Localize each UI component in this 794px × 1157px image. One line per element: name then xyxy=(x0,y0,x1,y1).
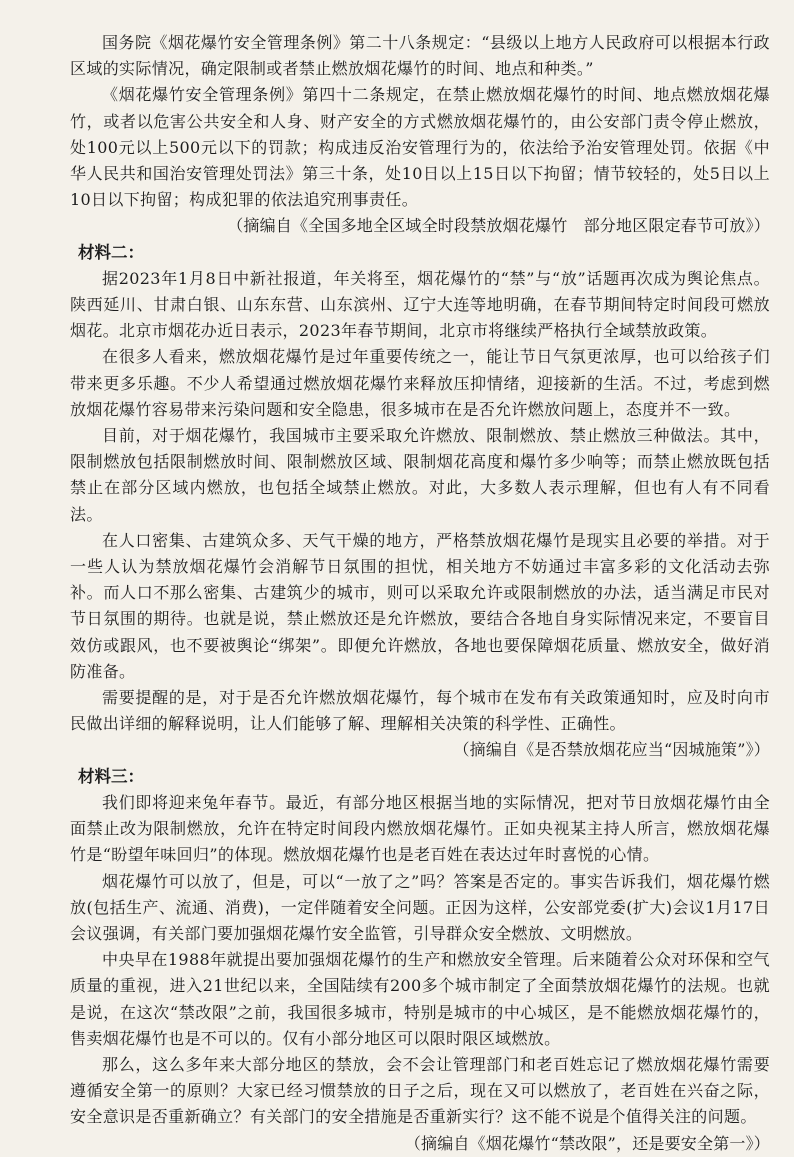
paragraph: 我们即将迎来兔年春节。最近，有部分地区根据当地的实际情况，把对节日放烟花爆竹由全面禁止改为限制燃放，允许在特定时间段内燃放烟花爆竹。正如央视某主持人所言，燃放烟花爆竹是“盼望年味回归”的体现。燃放烟花爆竹也是老百姓在表达过年时喜悦的心情。 xyxy=(70,792,770,865)
material-three-section xyxy=(70,764,770,1157)
source-citation: （摘编自《全国多地全区域全时段禁放烟花爆竹 部分地区限定春节可放》） xyxy=(227,216,770,236)
section-heading: 材料三： xyxy=(78,766,144,786)
paragraph: 《烟花爆竹安全管理条例》第四十二条规定，在禁止燃放烟花爆竹的时间、地点燃放烟花爆竹，或者以危害公共安全和人身、财产安全的方式燃放烟花爆竹的，由公安部门责令停止燃放，处100元以上500元以下的罚款；构成违反治安管理行为的，依法给予治安管理处罚。依据《中华人民共和国治安管理处罚法》第三十条，处10日以上15日以下拘留；情节较轻的，处5日以上10日以下拘留；构成犯罪的依法追究刑事责任。 xyxy=(70,85,770,210)
paragraph: 在很多人看来，燃放烟花爆竹是过年重要传统之一，能让节日气氛更浓厚，也可以给孩子们带来更多乐趣。不少人希望通过燃放烟花爆竹来释放压抑情绪，迎接新的生活。不过，考虑到燃放烟花爆竹容易带来污染问题和安全隐患，很多城市在是否允许燃放问题上，态度并不一致。 xyxy=(70,347,770,419)
material-two-section xyxy=(70,240,770,764)
source-citation: （摘编自《烟花爆竹“禁改限”，还是要安全第一》） xyxy=(404,1133,770,1153)
paragraph: 国务院《烟花爆竹安全管理条例》第二十八条规定：“县级以上地方人民政府可以根据本行政区域的实际情况，确定限制或者禁止燃放烟花爆竹的时间、地点和种类。” xyxy=(70,33,770,79)
section-heading: 材料二： xyxy=(78,242,144,262)
paragraph: 据2023年1月8日中新社报道，年关将至，烟花爆竹的“禁”与“放”话题再次成为舆论焦点。陕西延川、甘肃白银、山东东营、山东滨州、辽宁大连等地明确，在春节期间特定时间段可燃放烟花。北京市烟花办近日表示，2023年春节期间，北京市将继续严格执行全域禁放政策。 xyxy=(70,268,770,341)
paragraph: 在人口密集、古建筑众多、天气干燥的地方，严格禁放烟花爆竹是现实且必要的举措。对于一些人认为禁放烟花爆竹会消解节日氛围的担忧，相关地方不妨通过丰富多彩的文化活动去弥补。而人口不那么密集、古建筑少的城市，则可以采取允许或限制燃放的办法，适当满足市民对节日氛围的期待。也就是说，禁止燃放还是允许燃放，要结合各地自身实际情况来定，不要盲目效仿或跟风，也不要被舆论“绑架”。即便允许燃放，各地也要保障烟花质量、燃放安全，做好消防准备。 xyxy=(70,530,770,681)
source-citation: （摘编自《是否禁放烟花应当“因城施策”》） xyxy=(453,740,770,760)
paragraph: 需要提醒的是，对于是否允许燃放烟花爆竹，每个城市在发布有关政策通知时，应及时向市民做出详细的解释说明，让人们能够了解、理解相关决策的科学性、正确性。 xyxy=(70,688,770,734)
document-page xyxy=(70,30,770,1157)
material-one-section xyxy=(70,30,770,240)
paragraph: 中央早在1988年就提出要加强烟花爆竹的生产和燃放安全管理。后来随着公众对环保和空气质量的重视，进入21世纪以来，全国陆续有200多个城市制定了全面禁放烟花爆竹的法规。也就是说，在这次“禁改限”之前，我国很多城市，特别是城市的中心城区，是不能燃放烟花爆竹的，售卖烟花爆竹也是不可以的。仅有小部分地区可以限时限区域燃放。 xyxy=(70,950,770,1048)
paragraph: 那么，这么多年来大部分地区的禁放，会不会让管理部门和老百姓忘记了燃放烟花爆竹需要遵循安全第一的原则？大家已经习惯禁放的日子之后，现在又可以燃放了，老百姓在兴奋之际，安全意识是否重新确立？有关部门的安全措施是否重新实行？这不能不说是个值得关注的问题。 xyxy=(70,1054,770,1127)
paragraph: 目前，对于烟花爆竹，我国城市主要采取允许燃放、限制燃放、禁止燃放三种做法。其中，限制燃放包括限制燃放时间、限制燃放区域、限制烟花高度和爆竹多少响等；而禁止燃放既包括禁止在部分区域内燃放，也包括全域禁止燃放。对此，大多数人表示理解，但也有人有不同看法。 xyxy=(70,426,770,524)
paragraph: 烟花爆竹可以放了，但是，可以“一放了之”吗？答案是否定的。事实告诉我们，烟花爆竹燃放(包括生产、流通、消费)，一定伴随着安全问题。正因为这样，公安部党委(扩大)会议1月17日会议强调，有关部门要加强烟花爆竹安全监管，引导群众安全燃放、文明燃放。 xyxy=(70,871,770,943)
